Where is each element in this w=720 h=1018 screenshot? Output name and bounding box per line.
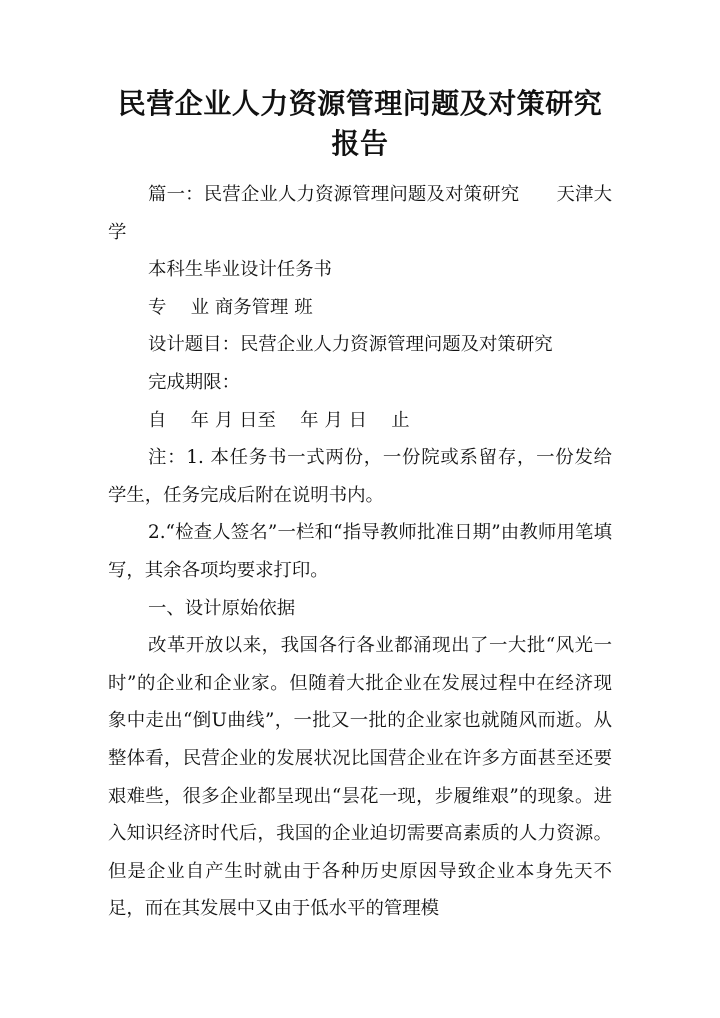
- paragraph-date-range: 自 年 月 日至 年 月 日 止: [148, 409, 410, 431]
- paragraph-section-heading: 篇一：民营企业人力资源管理问题及对策研究 天津大学: [108, 184, 612, 243]
- paragraph-task-book: 本科生毕业设计任务书: [148, 259, 332, 281]
- paragraph-deadline-label: 完成期限：: [148, 371, 240, 393]
- paragraph-main-text: 改革开放以来，我国各行各业都涌现出了一大批“风光一时”的企业和企业家。但随着大批企业在发展过程中在经济现象中走出“倒U曲线”，一批又一批的企业家也就随风而逝。从整体看，民营企业的发展状况比国营企业在许多方面甚至还要艰难些，很多企业都呈现出“昙花一现，步履维艰”的现象。进入知识经济时代后，我国的企业迫切需要高素质的人力资源。但是企业自产生时就由于各种历史原因导致企业本身先天不足，而在其发展中又由于低水平的管理模: [108, 635, 612, 920]
- document-body: [108, 176, 612, 928]
- document-title: 民营企业人力资源管理问题及对策研究报告: [117, 87, 603, 160]
- paragraph-subheading: 一、设计原始依据: [148, 597, 296, 619]
- paragraph-note-1: 注：1. 本任务书一式两份，一份院或系留存，一份发给学生，任务完成后附在说明书内。: [108, 447, 612, 506]
- paragraph-design-topic: 设计题目：民营企业人力资源管理问题及对策研究: [148, 334, 553, 356]
- paragraph-major-class: 专 业 商务管理 班: [148, 296, 313, 318]
- paragraph-note-2: 2.“检查人签名”一栏和“指导教师批准日期”由教师用笔填写，其余各项均要求打印。: [108, 522, 612, 581]
